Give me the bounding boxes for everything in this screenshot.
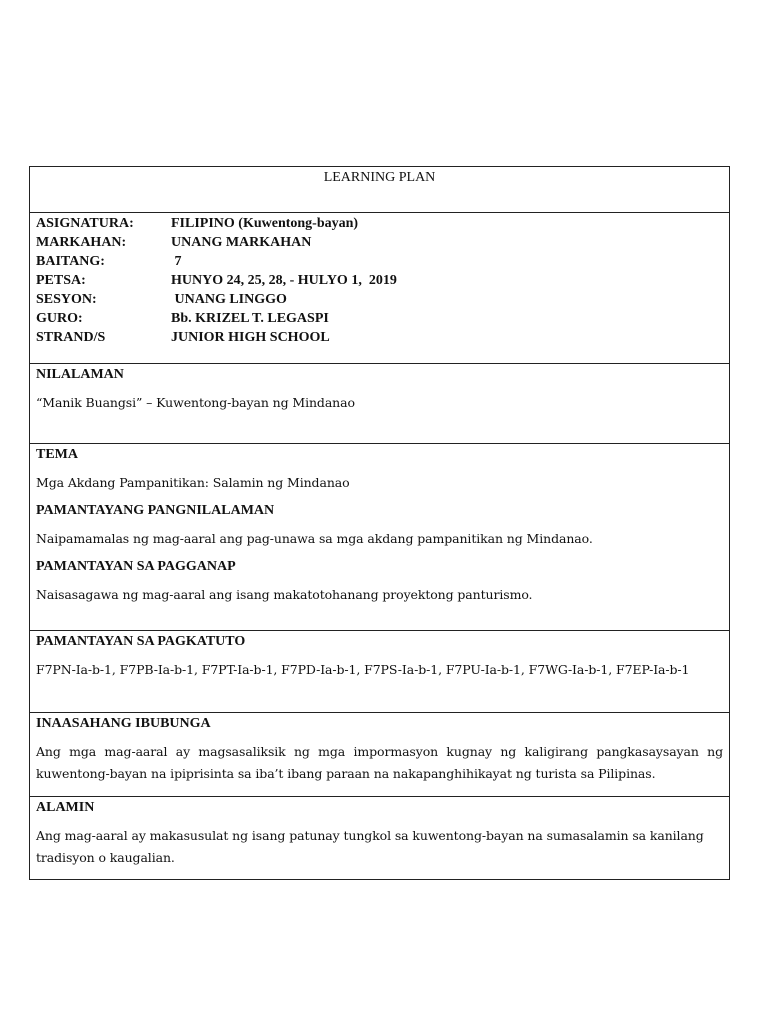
pagganap-text: Naisasagawa ng mag-aaral ang isang makatotohanang proyektong panturismo.: [36, 587, 533, 602]
nilalaman-text: “Manik Buangsi” – Kuwentong-bayan ng Mindanao: [36, 395, 355, 410]
info-line-markahan: [36, 233, 723, 252]
alamin-section: [30, 796, 729, 879]
alamin-heading: ALAMIN: [36, 800, 95, 815]
nilalaman-section: [30, 363, 729, 443]
info-label: GURO:: [36, 311, 83, 326]
info-value: JUNIOR HIGH SCHOOL: [171, 330, 330, 345]
pangnilalaman-text: Naipamamalas ng mag-aaral ang pag-unawa sa mga akdang pampanitikan ng Mindanao.: [36, 531, 593, 546]
alamin-text: Ang mag-aaral ay makasusulat ng isang patunay tungkol sa kuwentong-bayan na sumasalamin sa kanilang tradisyon o kaugalian.: [36, 828, 704, 865]
info-value: UNANG MARKAHAN: [171, 235, 312, 250]
pangnilalaman-heading: PAMANTAYANG PANGNILALAMAN: [36, 503, 275, 518]
info-label: BAITANG:: [36, 254, 105, 269]
pagkatuto-text: F7PN-Ia-b-1, F7PB-Ia-b-1, F7PT-Ia-b-1, F7PD-Ia-b-1, F7PS-Ia-b-1, F7PU-Ia-b-1, F7WG-Ia-b-1, F7EP-Ia-b-1: [36, 662, 690, 677]
info-value: 7: [171, 254, 182, 269]
info-value: FILIPINO (Kuwentong-bayan): [171, 216, 359, 231]
inaasahang-text: Ang mga mag-aaral ay magsasaliksik ng mga impormasyon kugnay ng kaligirang pangkasaysayan ng kuwentong-bayan na ipiprisinta sa iba’t ibang paraan na nakapanghihikayat ng turista sa Pilipinas.: [36, 744, 723, 781]
inaasahang-heading: INAASAHANG IBUBUNGA: [36, 716, 211, 731]
inaasahang-section: [30, 712, 729, 796]
pagganap-heading: PAMANTAYAN SA PAGGANAP: [36, 559, 236, 574]
info-line-guro: [36, 309, 723, 328]
info-value: UNANG LINGGO: [171, 292, 287, 307]
info-line-petsa: [36, 271, 723, 290]
info-label: SESYON:: [36, 292, 97, 307]
info-label: PETSA:: [36, 273, 86, 288]
info-value: HUNYO 24, 25, 28, - HULYO 1, 2019: [171, 273, 397, 288]
info-line-baitang: [36, 252, 723, 271]
tema-heading: TEMA: [36, 447, 78, 462]
tema-text: Mga Akdang Pampanitikan: Salamin ng Mindanao: [36, 475, 350, 490]
nilalaman-heading: NILALAMAN: [36, 367, 124, 382]
pagkatuto-section: [30, 630, 729, 712]
info-label: MARKAHAN:: [36, 235, 127, 250]
info-label: ASIGNATURA:: [36, 216, 134, 231]
info-value: Bb. KRIZEL T. LEGASPI: [171, 311, 329, 326]
learning-plan-table: [29, 166, 730, 880]
pagkatuto-heading: PAMANTAYAN SA PAGKATUTO: [36, 634, 246, 649]
plan-title: LEARNING PLAN: [323, 170, 436, 185]
tema-section: [30, 443, 729, 630]
info-block: [30, 212, 729, 363]
info-line-sesyon: [36, 290, 723, 309]
info-line-strand: [36, 328, 723, 347]
title-row: [30, 167, 729, 212]
info-line-asignatura: [36, 214, 723, 233]
info-label: STRAND/S: [36, 330, 106, 345]
